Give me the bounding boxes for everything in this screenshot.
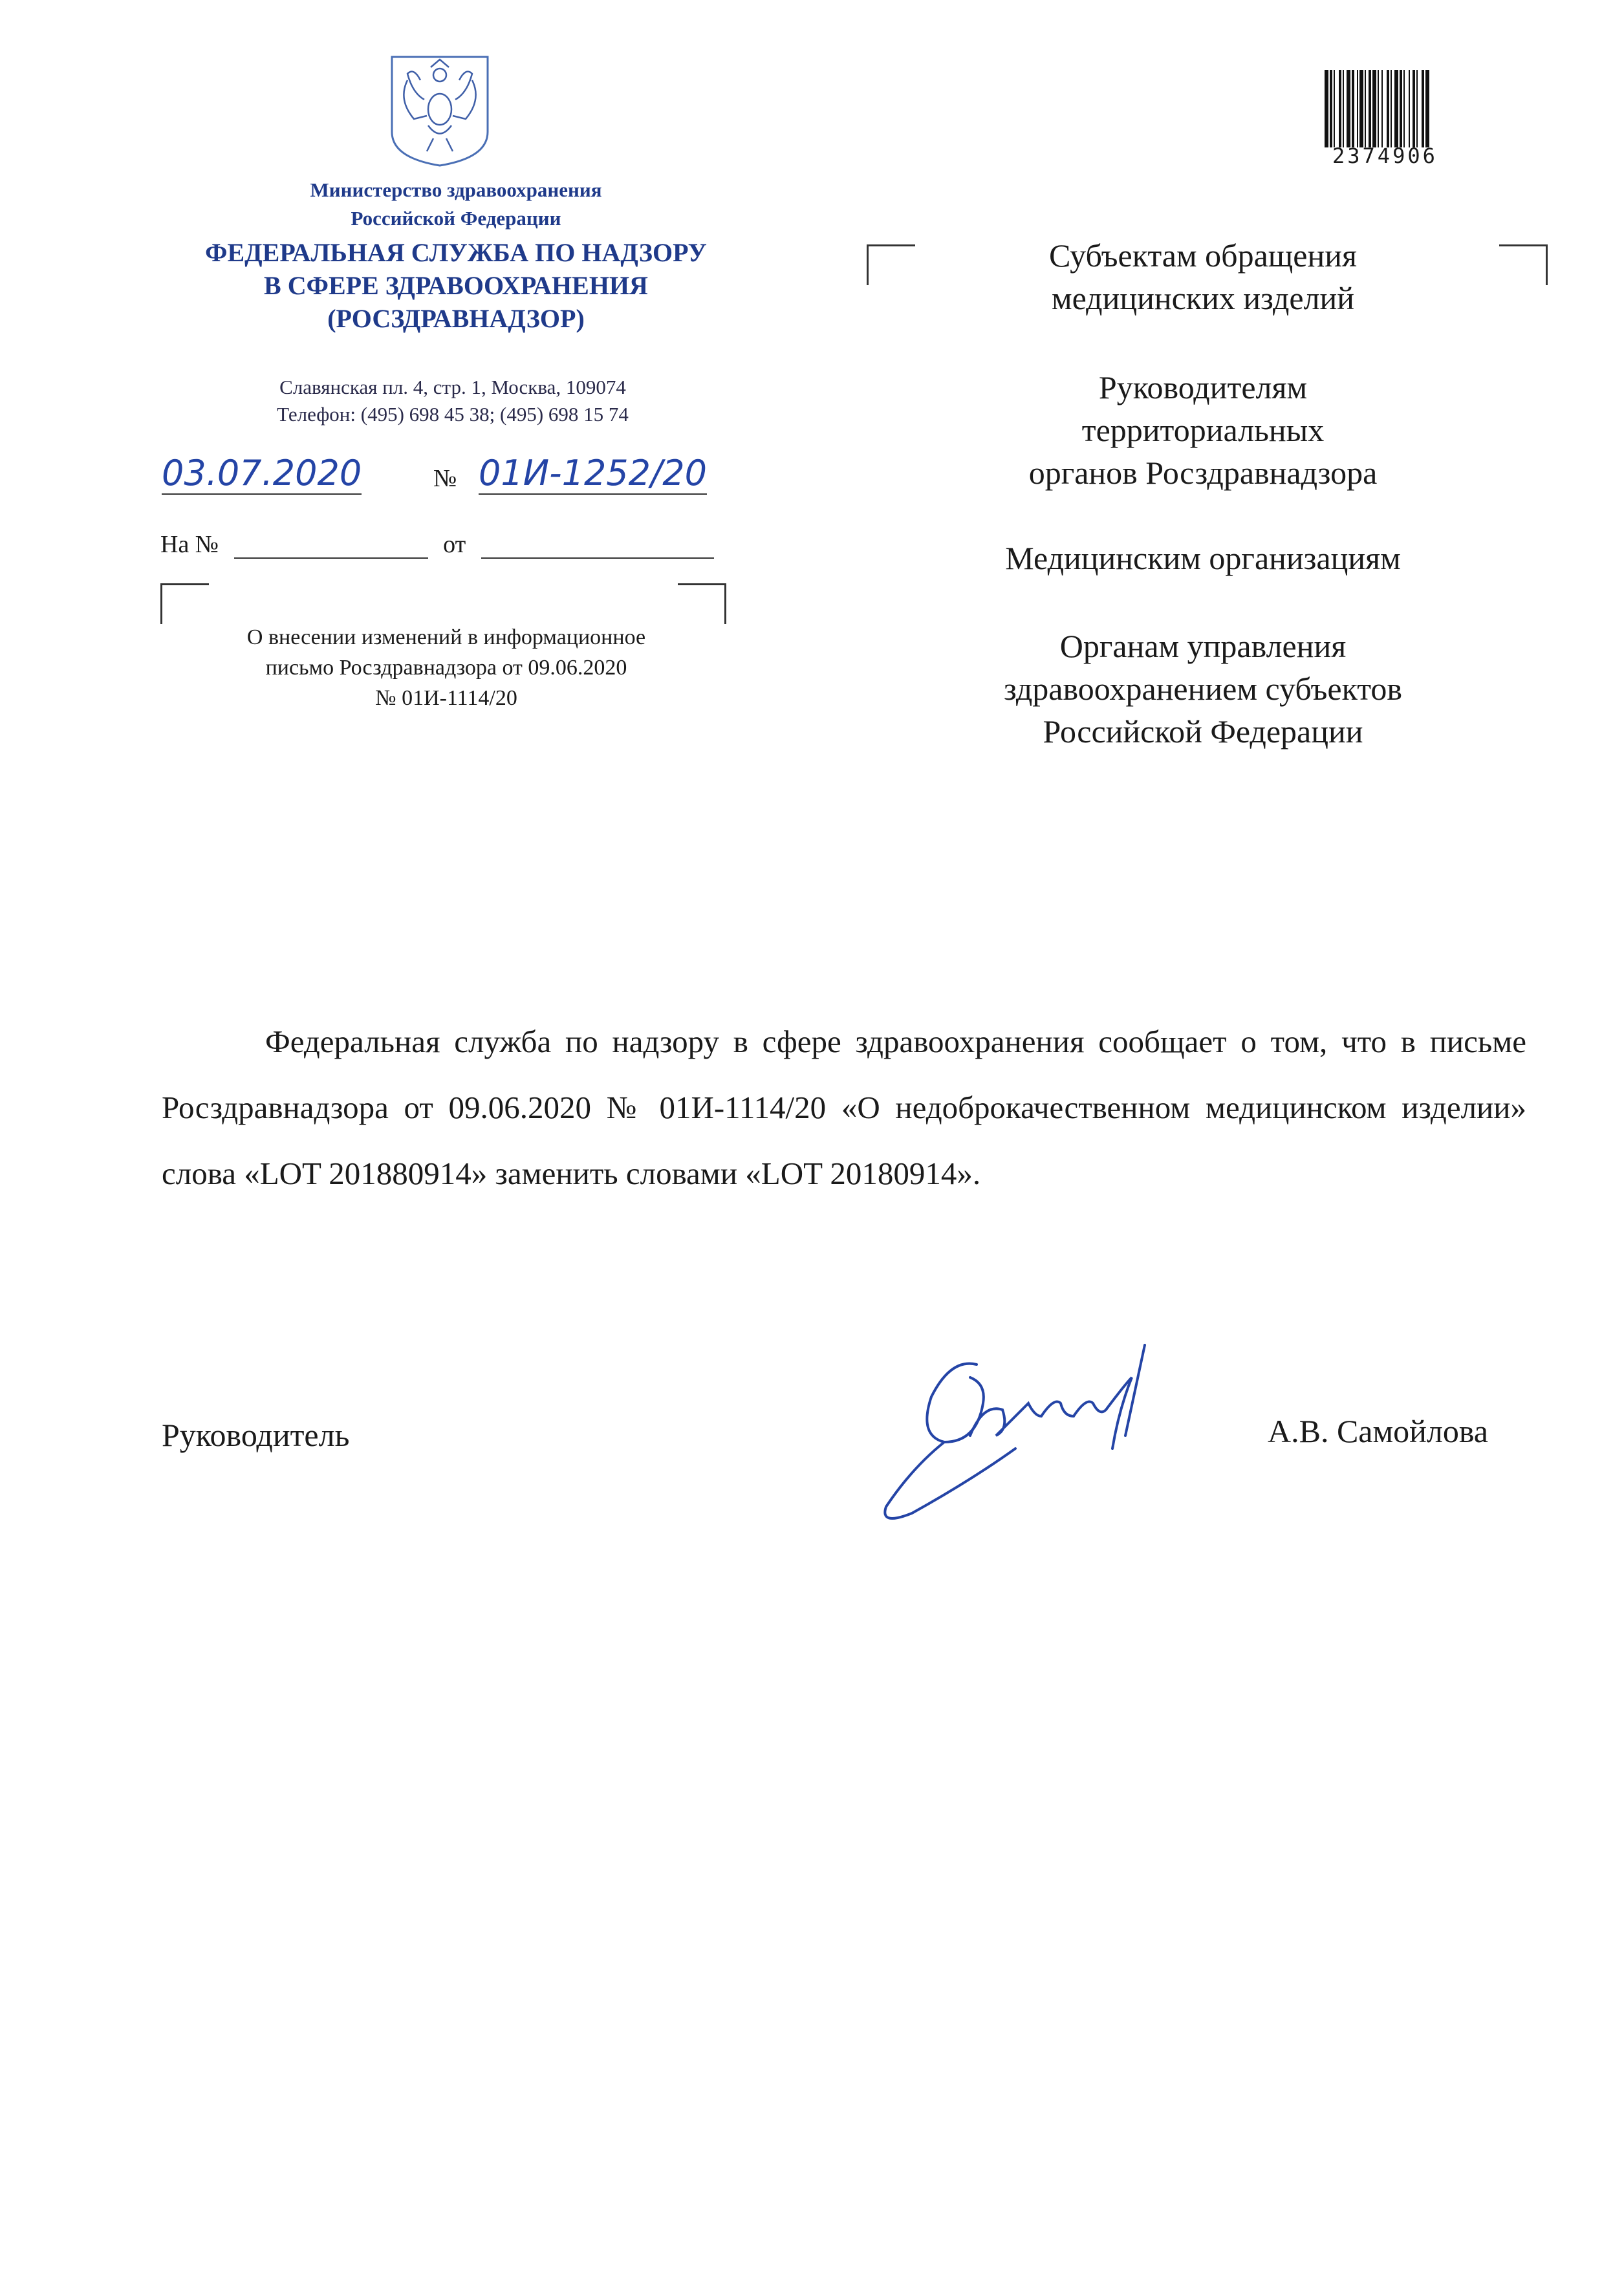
- barcode-number: 2374906: [1332, 144, 1438, 168]
- addressee-1-line-2: медицинских изделий: [1051, 280, 1355, 316]
- addressee-2-line-1: Руководителям: [1098, 369, 1308, 405]
- addressee-1-line-1: Субъектам обращения: [1049, 237, 1357, 274]
- addressee-3-line-1: Медицинским организациям: [1005, 540, 1401, 576]
- reply-date-line: [481, 535, 714, 559]
- body-paragraph: Федеральная служба по надзору в сфере здравоохранения сообщает о том, что в письме Росздравнадзора от 09.06.2020 № 01И-1114/20 «О недоброкачественном медицинском изделии» слова «LOT 201880914» заменить словами «LOT 20180914».: [162, 1024, 1526, 1191]
- subject-line-3: № 01И-1114/20: [375, 686, 517, 710]
- addressee-2: [944, 366, 1462, 494]
- subject-line-1: О внесении изменений в информационное: [246, 625, 646, 649]
- addressee-corner-left: [867, 244, 915, 285]
- phone: Телефон: (495) 698 45 38; (495) 698 15 74: [277, 403, 629, 426]
- handwritten-signature-icon: [873, 1319, 1209, 1539]
- address-block: [162, 374, 744, 428]
- emblem-icon: [388, 54, 492, 167]
- ministry-line-1: Министерство здравоохранения: [310, 178, 602, 201]
- ministry-line-2: Российской Федерации: [351, 207, 561, 230]
- barcode-bar: [1425, 70, 1429, 147]
- signature-position: Руководитель: [162, 1417, 350, 1453]
- service-line-2: В СФЕРЕ ЗДРАВООХРАНЕНИЯ: [264, 271, 648, 300]
- addressee-2-line-2: территориальных: [1081, 412, 1325, 448]
- reply-reference: [160, 530, 714, 559]
- ministry-name: [181, 176, 731, 233]
- signature-name: А.В. Самойлова: [1268, 1413, 1488, 1449]
- subject-corner-left: [160, 583, 209, 624]
- handwritten-date: 03.07.2020: [162, 453, 362, 493]
- address: Славянская пл. 4, стр. 1, Москва, 109074: [279, 376, 626, 398]
- subject: [188, 622, 705, 713]
- handwritten-number: 01И-1252/20: [479, 453, 707, 493]
- addressee-corner-right: [1499, 244, 1548, 285]
- barcode: [1325, 70, 1509, 147]
- reply-prefix: На №: [160, 531, 219, 558]
- reference-line: [162, 453, 873, 511]
- addressee-4-line-2: здравоохранением субъектов: [1003, 671, 1403, 707]
- number-sign: №: [433, 465, 457, 492]
- subject-line-2: письмо Росздравнадзора от 09.06.2020: [265, 656, 627, 680]
- addressee-4: [944, 625, 1462, 753]
- addressee-1: [944, 234, 1462, 319]
- addressee-2-line-3: органов Росздравнадзора: [1028, 455, 1378, 491]
- addressee-4-line-1: Органам управления: [1059, 628, 1347, 664]
- service-line-3: (РОСЗДРАВНАДЗОР): [327, 304, 585, 333]
- addressee-4-line-3: Российской Федерации: [1043, 713, 1363, 749]
- service-name: [110, 236, 802, 335]
- reply-from: от: [443, 531, 466, 558]
- subject-corner-right: [678, 583, 726, 624]
- reply-number-line: [234, 535, 428, 559]
- service-line-1: ФЕДЕРАЛЬНАЯ СЛУЖБА ПО НАДЗОРУ: [205, 238, 707, 267]
- addressee-3: [944, 537, 1462, 579]
